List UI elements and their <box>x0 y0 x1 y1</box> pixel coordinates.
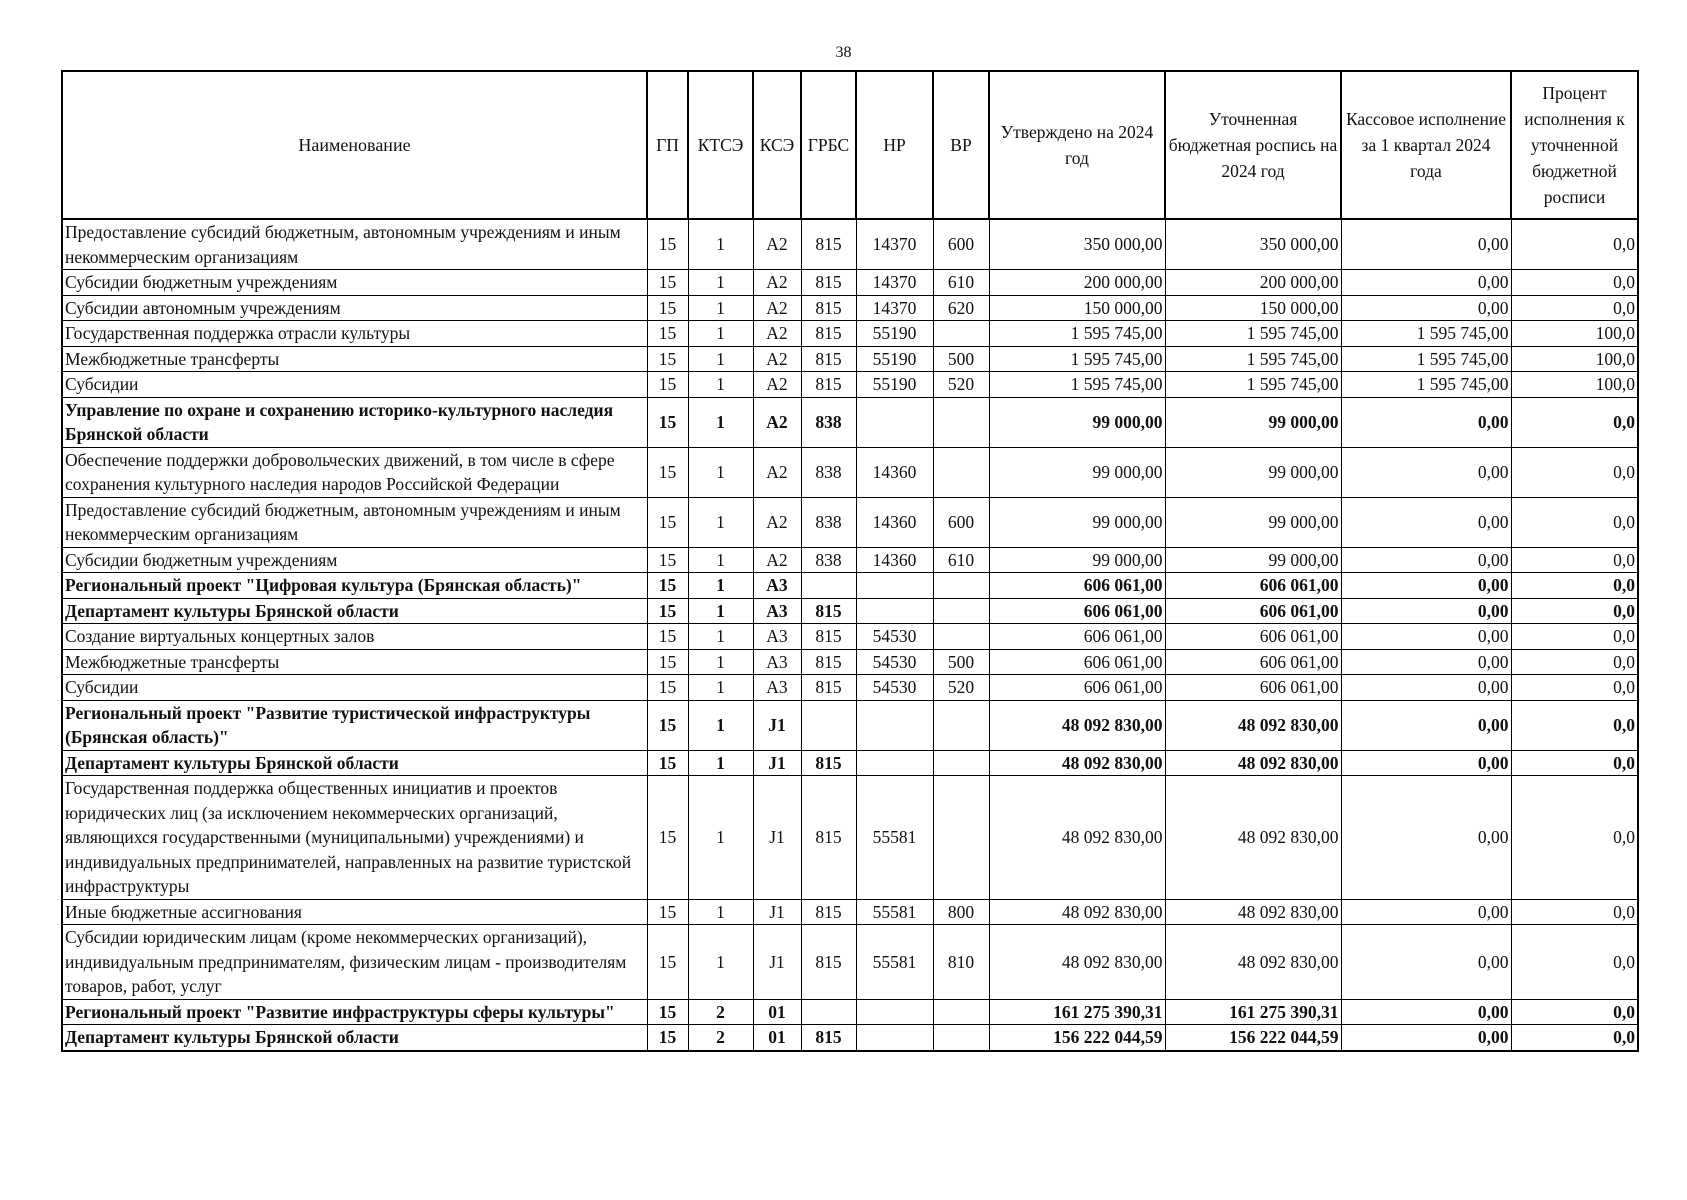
cell-name: Региональный проект "Развитие инфраструктуры сферы культуры" <box>62 999 647 1025</box>
cell-percent: 100,0 <box>1511 321 1638 347</box>
cell-cash: 0,00 <box>1341 270 1511 296</box>
table-row <box>62 700 1638 750</box>
cell-approved: 156 222 044,59 <box>989 1025 1165 1051</box>
cell-vr <box>933 447 989 497</box>
cell-nr <box>856 1025 933 1051</box>
table-row <box>62 346 1638 372</box>
table-body <box>62 219 1638 1051</box>
cell-ktse: 1 <box>688 270 753 296</box>
table-row <box>62 598 1638 624</box>
cell-refined: 156 222 044,59 <box>1165 1025 1341 1051</box>
cell-ktse: 1 <box>688 598 753 624</box>
cell-grbs: 815 <box>801 270 856 296</box>
cell-vr: 620 <box>933 295 989 321</box>
cell-refined: 1 595 745,00 <box>1165 372 1341 398</box>
cell-cash: 1 595 745,00 <box>1341 321 1511 347</box>
cell-vr: 610 <box>933 547 989 573</box>
cell-grbs <box>801 999 856 1025</box>
cell-name: Государственная поддержка отрасли культуры <box>62 321 647 347</box>
cell-gp: 15 <box>647 624 688 650</box>
cell-vr <box>933 598 989 624</box>
cell-kse: А2 <box>753 219 801 270</box>
cell-vr <box>933 1025 989 1051</box>
cell-kse: А2 <box>753 295 801 321</box>
header-name: Наименование <box>62 71 647 219</box>
header-percent: Процент исполнения к уточненной бюджетной росписи <box>1511 71 1638 219</box>
cell-kse: 01 <box>753 1025 801 1051</box>
cell-kse: А2 <box>753 447 801 497</box>
cell-percent: 0,0 <box>1511 497 1638 547</box>
cell-ktse: 1 <box>688 346 753 372</box>
header-cash: Кассовое исполнение за 1 квартал 2024 года <box>1341 71 1511 219</box>
cell-cash: 0,00 <box>1341 925 1511 1000</box>
cell-ktse: 2 <box>688 1025 753 1051</box>
cell-kse: А2 <box>753 346 801 372</box>
cell-cash: 0,00 <box>1341 624 1511 650</box>
cell-gp: 15 <box>647 270 688 296</box>
cell-nr: 14370 <box>856 270 933 296</box>
table-row <box>62 497 1638 547</box>
cell-approved: 606 061,00 <box>989 598 1165 624</box>
cell-gp: 15 <box>647 321 688 347</box>
cell-nr: 55190 <box>856 372 933 398</box>
cell-grbs: 815 <box>801 776 856 900</box>
cell-vr <box>933 750 989 776</box>
cell-approved: 1 595 745,00 <box>989 372 1165 398</box>
cell-vr: 520 <box>933 372 989 398</box>
cell-refined: 161 275 390,31 <box>1165 999 1341 1025</box>
cell-vr <box>933 999 989 1025</box>
table-row <box>62 899 1638 925</box>
cell-kse: J1 <box>753 925 801 1000</box>
cell-ktse: 1 <box>688 700 753 750</box>
cell-cash: 0,00 <box>1341 750 1511 776</box>
cell-refined: 48 092 830,00 <box>1165 750 1341 776</box>
cell-vr <box>933 321 989 347</box>
cell-nr <box>856 750 933 776</box>
table-row <box>62 372 1638 398</box>
cell-gp: 15 <box>647 573 688 599</box>
table-row <box>62 270 1638 296</box>
cell-percent: 0,0 <box>1511 999 1638 1025</box>
cell-percent: 0,0 <box>1511 219 1638 270</box>
cell-vr <box>933 700 989 750</box>
cell-ktse: 1 <box>688 649 753 675</box>
cell-kse: J1 <box>753 750 801 776</box>
cell-name: Субсидии юридическим лицам (кроме некоммерческих организаций), индивидуальным предпринимателям, физическим лицам - производителям товаров, работ, услуг <box>62 925 647 1000</box>
cell-refined: 99 000,00 <box>1165 397 1341 447</box>
cell-refined: 200 000,00 <box>1165 270 1341 296</box>
cell-refined: 150 000,00 <box>1165 295 1341 321</box>
cell-grbs: 815 <box>801 675 856 701</box>
cell-nr <box>856 999 933 1025</box>
cell-gp: 15 <box>647 899 688 925</box>
cell-gp: 15 <box>647 219 688 270</box>
cell-grbs: 838 <box>801 397 856 447</box>
cell-grbs <box>801 573 856 599</box>
cell-ktse: 1 <box>688 447 753 497</box>
cell-refined: 48 092 830,00 <box>1165 899 1341 925</box>
cell-grbs: 815 <box>801 321 856 347</box>
cell-ktse: 1 <box>688 776 753 900</box>
cell-gp: 15 <box>647 547 688 573</box>
cell-nr: 54530 <box>856 675 933 701</box>
cell-vr: 810 <box>933 925 989 1000</box>
cell-vr <box>933 573 989 599</box>
cell-kse: А2 <box>753 497 801 547</box>
cell-kse: А2 <box>753 372 801 398</box>
cell-refined: 606 061,00 <box>1165 573 1341 599</box>
cell-percent: 0,0 <box>1511 899 1638 925</box>
cell-nr: 55581 <box>856 899 933 925</box>
cell-grbs: 815 <box>801 624 856 650</box>
cell-kse: А3 <box>753 649 801 675</box>
cell-kse: А2 <box>753 270 801 296</box>
cell-nr <box>856 598 933 624</box>
cell-ktse: 1 <box>688 899 753 925</box>
cell-ktse: 1 <box>688 624 753 650</box>
cell-name: Создание виртуальных концертных залов <box>62 624 647 650</box>
header-kse: КСЭ <box>753 71 801 219</box>
cell-grbs: 815 <box>801 750 856 776</box>
cell-refined: 606 061,00 <box>1165 675 1341 701</box>
table-row <box>62 999 1638 1025</box>
cell-refined: 606 061,00 <box>1165 598 1341 624</box>
cell-nr <box>856 397 933 447</box>
cell-nr: 14370 <box>856 295 933 321</box>
cell-cash: 0,00 <box>1341 999 1511 1025</box>
cell-percent: 0,0 <box>1511 573 1638 599</box>
cell-refined: 350 000,00 <box>1165 219 1341 270</box>
cell-nr <box>856 700 933 750</box>
cell-name: Предоставление субсидий бюджетным, автономным учреждениям и иным некоммерческим организациям <box>62 219 647 270</box>
cell-name: Департамент культуры Брянской области <box>62 1025 647 1051</box>
cell-nr: 54530 <box>856 649 933 675</box>
cell-cash: 0,00 <box>1341 497 1511 547</box>
cell-cash: 0,00 <box>1341 700 1511 750</box>
table-row <box>62 219 1638 270</box>
cell-ktse: 1 <box>688 675 753 701</box>
cell-approved: 48 092 830,00 <box>989 899 1165 925</box>
cell-refined: 1 595 745,00 <box>1165 321 1341 347</box>
cell-refined: 606 061,00 <box>1165 649 1341 675</box>
cell-percent: 0,0 <box>1511 624 1638 650</box>
cell-percent: 0,0 <box>1511 675 1638 701</box>
cell-refined: 48 092 830,00 <box>1165 776 1341 900</box>
cell-ktse: 1 <box>688 925 753 1000</box>
cell-cash: 0,00 <box>1341 397 1511 447</box>
header-grbs: ГРБС <box>801 71 856 219</box>
cell-grbs: 815 <box>801 925 856 1000</box>
cell-approved: 606 061,00 <box>989 624 1165 650</box>
cell-approved: 48 092 830,00 <box>989 750 1165 776</box>
cell-approved: 48 092 830,00 <box>989 776 1165 900</box>
cell-grbs: 815 <box>801 346 856 372</box>
table-row <box>62 649 1638 675</box>
cell-kse: J1 <box>753 776 801 900</box>
cell-ktse: 1 <box>688 321 753 347</box>
cell-approved: 99 000,00 <box>989 397 1165 447</box>
cell-kse: А3 <box>753 624 801 650</box>
cell-vr <box>933 776 989 900</box>
cell-name: Иные бюджетные ассигнования <box>62 899 647 925</box>
cell-grbs: 815 <box>801 372 856 398</box>
cell-cash: 0,00 <box>1341 447 1511 497</box>
cell-nr: 55581 <box>856 925 933 1000</box>
cell-ktse: 1 <box>688 372 753 398</box>
cell-gp: 15 <box>647 372 688 398</box>
table-row <box>62 925 1638 1000</box>
cell-gp: 15 <box>647 295 688 321</box>
cell-gp: 15 <box>647 1025 688 1051</box>
table-row <box>62 1025 1638 1051</box>
table-row <box>62 295 1638 321</box>
cell-percent: 100,0 <box>1511 372 1638 398</box>
cell-grbs: 815 <box>801 598 856 624</box>
table-row <box>62 776 1638 900</box>
cell-name: Региональный проект "Цифровая культура (Брянская область)" <box>62 573 647 599</box>
cell-refined: 99 000,00 <box>1165 547 1341 573</box>
cell-name: Государственная поддержка общественных инициатив и проектов юридических лиц (за исключением некоммерческих организаций, являющихся государственными (муниципальными) учреждениями) и индивидуальных предпринимателей, направленных на развитие туристской инфраструктуры <box>62 776 647 900</box>
cell-name: Субсидии бюджетным учреждениям <box>62 270 647 296</box>
cell-vr <box>933 624 989 650</box>
cell-name: Субсидии бюджетным учреждениям <box>62 547 647 573</box>
cell-nr: 54530 <box>856 624 933 650</box>
table-row <box>62 321 1638 347</box>
cell-grbs: 815 <box>801 1025 856 1051</box>
cell-vr: 520 <box>933 675 989 701</box>
cell-nr: 55190 <box>856 321 933 347</box>
cell-approved: 200 000,00 <box>989 270 1165 296</box>
table-row <box>62 624 1638 650</box>
cell-approved: 48 092 830,00 <box>989 925 1165 1000</box>
cell-approved: 606 061,00 <box>989 649 1165 675</box>
cell-cash: 0,00 <box>1341 675 1511 701</box>
cell-gp: 15 <box>647 999 688 1025</box>
cell-cash: 0,00 <box>1341 547 1511 573</box>
cell-approved: 99 000,00 <box>989 547 1165 573</box>
cell-gp: 15 <box>647 750 688 776</box>
cell-percent: 0,0 <box>1511 598 1638 624</box>
cell-name: Региональный проект "Развитие туристической инфраструктуры (Брянская область)" <box>62 700 647 750</box>
cell-ktse: 2 <box>688 999 753 1025</box>
cell-approved: 150 000,00 <box>989 295 1165 321</box>
cell-percent: 0,0 <box>1511 925 1638 1000</box>
header-approved: Утверждено на 2024 год <box>989 71 1165 219</box>
cell-gp: 15 <box>647 497 688 547</box>
header-refined: Уточненная бюджетная роспись на 2024 год <box>1165 71 1341 219</box>
cell-gp: 15 <box>647 925 688 1000</box>
cell-cash: 0,00 <box>1341 899 1511 925</box>
cell-gp: 15 <box>647 776 688 900</box>
cell-vr <box>933 397 989 447</box>
cell-cash: 0,00 <box>1341 776 1511 900</box>
cell-grbs: 838 <box>801 447 856 497</box>
cell-name: Межбюджетные трансферты <box>62 649 647 675</box>
cell-approved: 161 275 390,31 <box>989 999 1165 1025</box>
cell-grbs: 815 <box>801 219 856 270</box>
cell-percent: 0,0 <box>1511 750 1638 776</box>
cell-nr <box>856 573 933 599</box>
cell-nr: 14360 <box>856 497 933 547</box>
cell-name: Департамент культуры Брянской области <box>62 598 647 624</box>
cell-approved: 48 092 830,00 <box>989 700 1165 750</box>
cell-grbs: 815 <box>801 295 856 321</box>
cell-approved: 99 000,00 <box>989 497 1165 547</box>
cell-gp: 15 <box>647 447 688 497</box>
cell-percent: 0,0 <box>1511 547 1638 573</box>
cell-gp: 15 <box>647 346 688 372</box>
cell-approved: 606 061,00 <box>989 675 1165 701</box>
cell-kse: А3 <box>753 573 801 599</box>
cell-refined: 606 061,00 <box>1165 624 1341 650</box>
cell-cash: 0,00 <box>1341 1025 1511 1051</box>
cell-ktse: 1 <box>688 295 753 321</box>
table-row <box>62 750 1638 776</box>
cell-percent: 0,0 <box>1511 447 1638 497</box>
cell-kse: А2 <box>753 547 801 573</box>
cell-cash: 0,00 <box>1341 573 1511 599</box>
cell-ktse: 1 <box>688 497 753 547</box>
cell-ktse: 1 <box>688 573 753 599</box>
cell-grbs: 838 <box>801 497 856 547</box>
cell-percent: 0,0 <box>1511 1025 1638 1051</box>
cell-vr: 500 <box>933 649 989 675</box>
table-row <box>62 397 1638 447</box>
cell-name: Департамент культуры Брянской области <box>62 750 647 776</box>
cell-ktse: 1 <box>688 547 753 573</box>
cell-nr: 14370 <box>856 219 933 270</box>
table-row <box>62 547 1638 573</box>
cell-vr: 610 <box>933 270 989 296</box>
cell-gp: 15 <box>647 649 688 675</box>
cell-name: Предоставление субсидий бюджетным, автономным учреждениям и иным некоммерческим организациям <box>62 497 647 547</box>
cell-kse: А2 <box>753 321 801 347</box>
cell-kse: А3 <box>753 675 801 701</box>
header-vr: ВР <box>933 71 989 219</box>
table-row <box>62 675 1638 701</box>
cell-percent: 0,0 <box>1511 295 1638 321</box>
cell-percent: 0,0 <box>1511 270 1638 296</box>
cell-cash: 0,00 <box>1341 295 1511 321</box>
cell-kse: 01 <box>753 999 801 1025</box>
cell-nr: 55581 <box>856 776 933 900</box>
cell-approved: 350 000,00 <box>989 219 1165 270</box>
cell-kse: А2 <box>753 397 801 447</box>
cell-percent: 0,0 <box>1511 776 1638 900</box>
cell-vr: 600 <box>933 497 989 547</box>
cell-ktse: 1 <box>688 750 753 776</box>
cell-name: Субсидии <box>62 675 647 701</box>
cell-name: Субсидии <box>62 372 647 398</box>
cell-vr: 600 <box>933 219 989 270</box>
table-row <box>62 573 1638 599</box>
cell-name: Субсидии автономным учреждениям <box>62 295 647 321</box>
cell-name: Обеспечение поддержки добровольческих движений, в том числе в сфере сохранения культурного наследия народов Российской Федерации <box>62 447 647 497</box>
cell-ktse: 1 <box>688 219 753 270</box>
header-row <box>62 71 1638 219</box>
cell-cash: 1 595 745,00 <box>1341 372 1511 398</box>
cell-percent: 0,0 <box>1511 700 1638 750</box>
page-number: 38 <box>835 44 852 61</box>
cell-vr: 500 <box>933 346 989 372</box>
cell-ktse: 1 <box>688 397 753 447</box>
cell-cash: 0,00 <box>1341 598 1511 624</box>
cell-grbs: 815 <box>801 649 856 675</box>
cell-name: Межбюджетные трансферты <box>62 346 647 372</box>
cell-gp: 15 <box>647 675 688 701</box>
cell-nr: 14360 <box>856 547 933 573</box>
cell-percent: 0,0 <box>1511 649 1638 675</box>
cell-kse: J1 <box>753 899 801 925</box>
cell-grbs: 838 <box>801 547 856 573</box>
cell-kse: А3 <box>753 598 801 624</box>
cell-refined: 48 092 830,00 <box>1165 925 1341 1000</box>
header-nr: НР <box>856 71 933 219</box>
cell-name: Управление по охране и сохранению историко-культурного наследия Брянской области <box>62 397 647 447</box>
cell-vr: 800 <box>933 899 989 925</box>
cell-kse: J1 <box>753 700 801 750</box>
cell-refined: 99 000,00 <box>1165 447 1341 497</box>
cell-gp: 15 <box>647 598 688 624</box>
cell-cash: 0,00 <box>1341 649 1511 675</box>
cell-grbs <box>801 700 856 750</box>
table-row <box>62 447 1638 497</box>
cell-approved: 99 000,00 <box>989 447 1165 497</box>
cell-grbs: 815 <box>801 899 856 925</box>
cell-approved: 1 595 745,00 <box>989 346 1165 372</box>
header-gp: ГП <box>647 71 688 219</box>
cell-cash: 0,00 <box>1341 219 1511 270</box>
cell-refined: 99 000,00 <box>1165 497 1341 547</box>
header-ktse: КТСЭ <box>688 71 753 219</box>
cell-approved: 1 595 745,00 <box>989 321 1165 347</box>
cell-refined: 48 092 830,00 <box>1165 700 1341 750</box>
cell-gp: 15 <box>647 700 688 750</box>
cell-approved: 606 061,00 <box>989 573 1165 599</box>
cell-percent: 100,0 <box>1511 346 1638 372</box>
cell-nr: 55190 <box>856 346 933 372</box>
cell-cash: 1 595 745,00 <box>1341 346 1511 372</box>
budget-table <box>61 70 1639 1052</box>
cell-gp: 15 <box>647 397 688 447</box>
cell-refined: 1 595 745,00 <box>1165 346 1341 372</box>
cell-nr: 14360 <box>856 447 933 497</box>
cell-percent: 0,0 <box>1511 397 1638 447</box>
